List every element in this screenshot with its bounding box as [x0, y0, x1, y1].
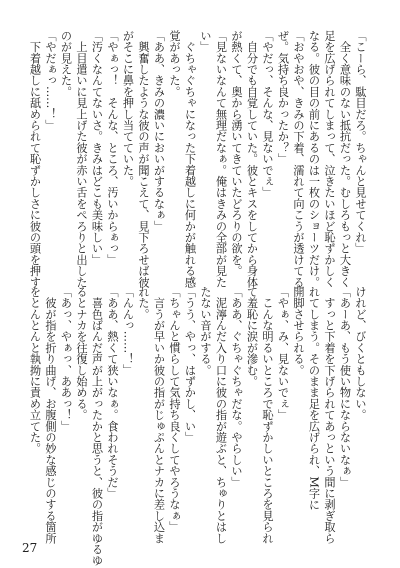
text-line: 自分でも自覚していた。彼とキスをしてから身体: [245, 30, 259, 288]
text-line: が熱くて、奥から湧いてきていたどろりの欲を。: [230, 30, 243, 277]
text-line: い」: [199, 30, 212, 53]
text-line: 全く意味のない抵抗だった。むしろもっと大きく: [338, 30, 352, 288]
text-line: 「ああ、熱くて狭いなぁ。食われそうだ」: [106, 286, 119, 499]
text-line: て羞恥に涙が滲む。: [245, 286, 259, 387]
text-line: のが見えた。: [59, 30, 73, 98]
page-number: 27: [22, 541, 38, 555]
text-line: 言うが早いか彼の指がじゅぷんとナカに差し込ま: [152, 286, 166, 544]
text-line: 「こーら、駄目だろ。ちゃんと見せてくれ」: [354, 30, 367, 254]
text-line: をとんとんと執拗に責め立てた。: [28, 286, 42, 454]
text-line: 「あーあ、もう使い物にならないなぁ」: [338, 286, 352, 488]
text-line: ぜ。気持ち良かったか？」: [276, 30, 290, 165]
text-line: れてしまう。そのまま足を広げられ、M字に: [307, 286, 321, 511]
text-line: けれど、びくともしない。: [354, 286, 367, 421]
text-line: れた。: [137, 286, 150, 320]
text-line: 開脚させられる。: [292, 286, 305, 376]
text-line: 下着越しに舐められて恥ずかしさに彼の頭を押す: [28, 30, 42, 288]
text-line: 「おやおや、きみの下着、濡れて向こうが透けてる: [292, 30, 305, 288]
text-line: 「んんっ……！」: [121, 286, 135, 376]
text-line: 興奮したような彼の声が聞こえて、見下ろせば彼: [137, 30, 150, 288]
text-line: 「ちゃんと慣らして気持ち良くしてやろうなぁ」: [168, 286, 181, 533]
text-line: 覚があった。: [168, 30, 181, 98]
text-line: 「ああ、ぐちゃぐちゃだな。やらしい」: [230, 286, 243, 488]
text-line: 彼が指を折り曲げ、お腹側の妙な感じのする箇所: [44, 286, 57, 544]
text-line: たない音がする。: [199, 286, 212, 376]
text-line: なる。彼の目の前にあるのは一枚のショーツだけ。: [307, 30, 321, 288]
text-line: こんな明るいところで恥ずかしいところを見られ: [261, 286, 274, 544]
text-block-upper: [18, 30, 368, 288]
text-line: るとナカを往復し始める。: [75, 286, 88, 421]
text-line: 「汚くなんてないさ。きみはどこも美味しい」: [90, 30, 104, 266]
text-line: 「やぁ、み、見ないでぇ」: [276, 286, 290, 421]
text-line: 「ああ、きみの濃いにおいがするなぁ」: [152, 30, 166, 232]
text-line: 泥濘んだ入り口に彼の指が遊ぶと、ちゅりとはし: [214, 286, 228, 544]
text-line: 「やだっ、そんな、見ないでぇ」: [261, 30, 274, 198]
text-line: 「見ないなんて無理だなぁ。俺はきみの全部が見た: [214, 30, 228, 288]
text-line: がそこに鼻を押し当てていた。: [121, 30, 135, 187]
text-line: 喜色ばんだ声が上がったかと思うと、彼の指がゆるゆ: [90, 286, 104, 566]
text-line: 上目遣いに見上げた彼が赤い舌をぺろりと出した: [75, 30, 88, 288]
text-line: ぐちゃぐちゃになった下着越しに何かが触れる感: [183, 30, 197, 288]
text-line: すっと下着を下げられてあっという間に剥ぎ取ら: [323, 286, 336, 544]
text-line: 「あっ、やぁっ、ああっ！」: [59, 286, 73, 432]
text-line: 「やだぁっ……！」: [44, 30, 57, 131]
text-line: 「やぁっ！ そんな、ところ、汚いからぁっ」: [106, 30, 119, 266]
text-line: 足を広げられてしまって、泣きたいほど恥ずかしく: [323, 30, 336, 288]
text-line: 「うう、やっ、はずかし、い」: [183, 286, 197, 443]
